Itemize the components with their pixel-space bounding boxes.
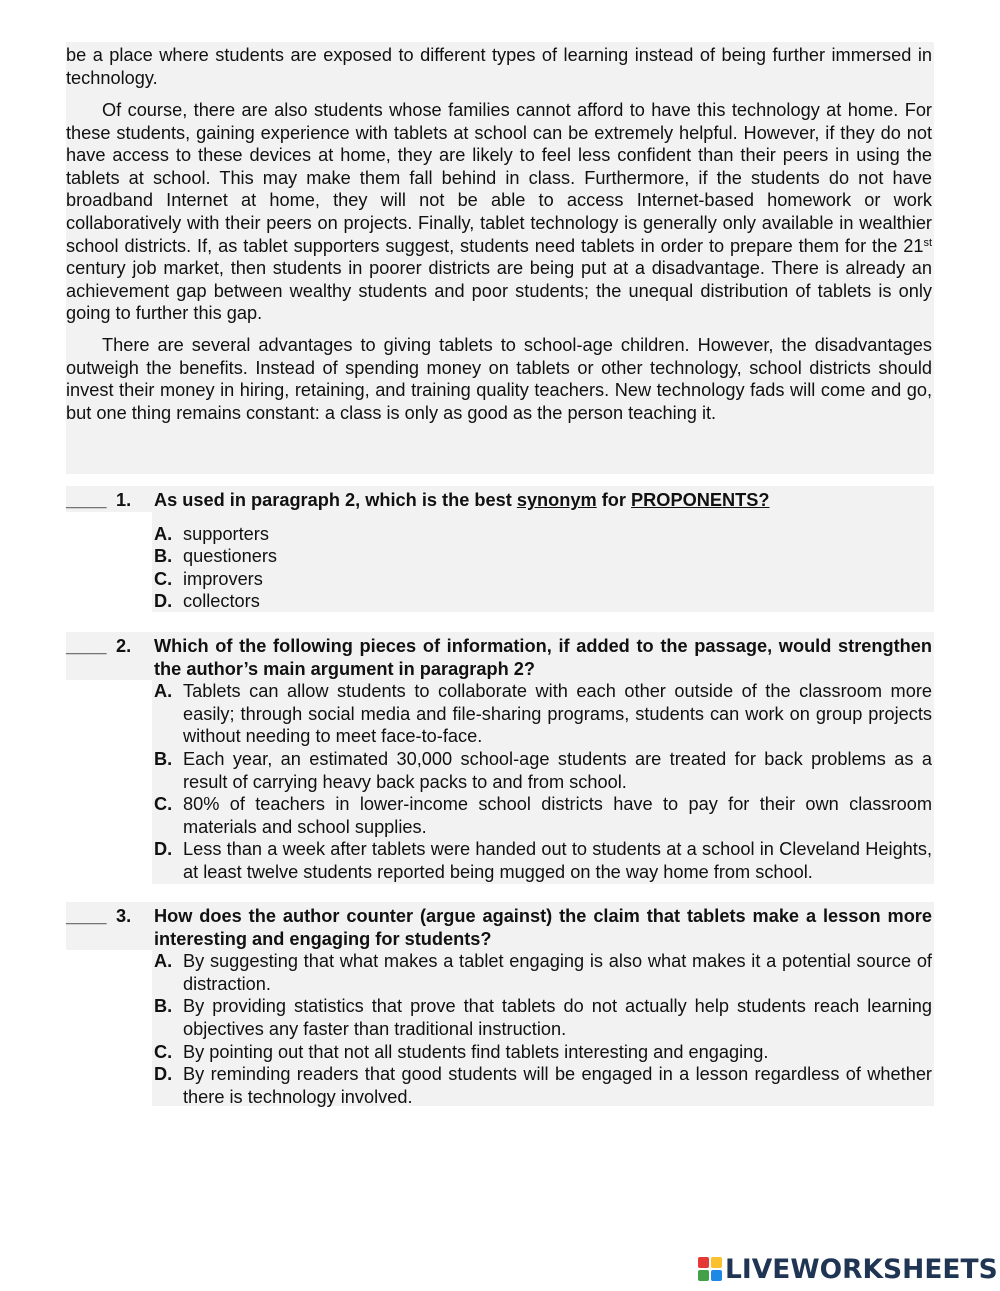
passage-paragraph-3: There are several advantages to giving tablets to school-age children. However, the disadvantages outweigh the benefits. Instead of spending money on tablets or other technology, school districts should invest their money in hiring, retaining, and training quality teachers. New technology fads will come and go, but one thing remains constant: a class is only as good as the person teaching it.	[66, 335, 932, 423]
logo-block-blue	[711, 1270, 722, 1281]
choice-a[interactable]	[154, 950, 932, 995]
question-number: 3.	[116, 906, 132, 926]
choice-letter: D.	[154, 839, 173, 860]
choice-b[interactable]	[154, 748, 932, 793]
question-1	[66, 489, 932, 613]
choice-text: Each year, an estimated 30,000 school-age students are treated for back problems as a result of carrying heavy back packs to and from school.	[183, 748, 932, 792]
question-text-underlined: PROPONENTS?	[631, 490, 770, 510]
ordinal-suffix: st	[923, 236, 932, 249]
choice-letter: A.	[154, 951, 173, 972]
question-1-header	[66, 489, 932, 512]
choice-b[interactable]	[154, 995, 932, 1040]
choice-text: collectors	[183, 591, 260, 612]
choice-text: 80% of teachers in lower-income school districts have to pay for their own classroom materials and school supplies.	[183, 794, 932, 837]
choice-text: improvers	[183, 568, 263, 589]
choice-c[interactable]	[154, 1041, 932, 1064]
choice-text: questioners	[183, 546, 278, 567]
passage-paragraph-2	[66, 99, 932, 325]
logo-blocks-icon	[698, 1257, 722, 1281]
choice-text: By pointing out that not all students find tablets interesting and engaging.	[183, 1041, 769, 1062]
question-3	[66, 905, 932, 1108]
choice-letter: A.	[154, 523, 173, 544]
answer-blank[interactable]: ____	[66, 906, 107, 926]
choice-a[interactable]	[154, 523, 932, 546]
logo-block-yellow	[711, 1257, 722, 1268]
liveworksheets-logo	[698, 1252, 998, 1286]
question-number: 1.	[116, 490, 132, 510]
choice-d[interactable]	[154, 590, 932, 613]
question-2-header	[66, 635, 932, 680]
choice-text: By providing statistics that prove that tablets do not actually help students reach learning objectives any faster than traditional instruction.	[183, 996, 932, 1039]
passage-paragraph-2-part-1: Of course, there are also students whose families cannot afford to have this technology at home. For these students, gaining experience with tablets at school can be extremely helpful. However, if they do not have access to these devices at home, they are likely to feel less confident than their peers in using the tablets at school. This may make them fall behind in class. Furthermore, if the students do not have broadband Internet at home, they will not be able to access Internet-based homework or work collaboratively with their peers on projects. Finally, tablet technology is generally only available in wealthier school districts. If, as tablet supporters suggest, students need tablets in order to prepare them for the 21	[66, 100, 932, 256]
choice-b[interactable]	[154, 545, 932, 568]
choice-letter: C.	[154, 1041, 173, 1062]
choice-text: By reminding readers that good students will be engaged in a lesson regardless of whether there is technology involved.	[183, 1064, 932, 1107]
passage-paragraph-1: be a place where students are exposed to different types of learning instead of being further immersed in technology.	[66, 45, 932, 88]
choice-letter: B.	[154, 546, 173, 567]
question-3-header	[66, 905, 932, 950]
logo-text: LIVEWORKSHEETS	[725, 1253, 998, 1285]
logo-block-red	[698, 1257, 709, 1268]
choice-text: Tablets can allow students to collaborate with each other outside of the classroom more easily; through social media and file-sharing programs, students can work on group projects without needing to meet face-to-face.	[183, 681, 932, 747]
question-2	[66, 635, 932, 884]
choice-d[interactable]	[154, 1063, 932, 1108]
choice-c[interactable]	[154, 568, 932, 591]
choice-letter: B.	[154, 748, 173, 769]
question-text-underlined: synonym	[516, 490, 597, 510]
question-text: How does the author counter (argue against) the claim that tablets make a lesson more interesting and engaging for students?	[154, 906, 932, 949]
choice-a[interactable]	[154, 680, 932, 748]
question-text	[154, 489, 932, 512]
question-text-part: for	[596, 490, 632, 510]
question-number: 2.	[116, 636, 132, 656]
choice-letter: C.	[154, 568, 173, 589]
question-text-part: As used in paragraph 2, which is the best	[154, 490, 517, 510]
question-text: Which of the following pieces of information, if added to the passage, would strengthen the author’s main argument in paragraph 2?	[154, 636, 932, 679]
choice-letter: B.	[154, 996, 173, 1017]
choice-d[interactable]	[154, 838, 932, 883]
choice-letter: D.	[154, 1064, 173, 1085]
choice-letter: C.	[154, 794, 173, 815]
choice-text: By suggesting that what makes a tablet engaging is also what makes it a potential source of distraction.	[183, 951, 932, 994]
choice-c[interactable]	[154, 793, 932, 838]
choice-letter: D.	[154, 591, 173, 612]
choice-text: supporters	[183, 523, 269, 544]
answer-blank[interactable]: ____	[66, 636, 107, 656]
answer-blank[interactable]: ____	[66, 490, 107, 510]
choice-text: Less than a week after tablets were handed out to students at a school in Cleveland Heights, at least twelve students reported being mugged on the way home from school.	[183, 839, 932, 882]
choice-letter: A.	[154, 681, 173, 702]
passage-paragraph-2-part-2: century job market, then students in poorer districts are being put at a disadvantage. There is already an achievement gap between wealthy students and poor students; the unequal distribution of tablets is only going to further this gap.	[66, 258, 932, 324]
logo-block-green	[698, 1270, 709, 1281]
